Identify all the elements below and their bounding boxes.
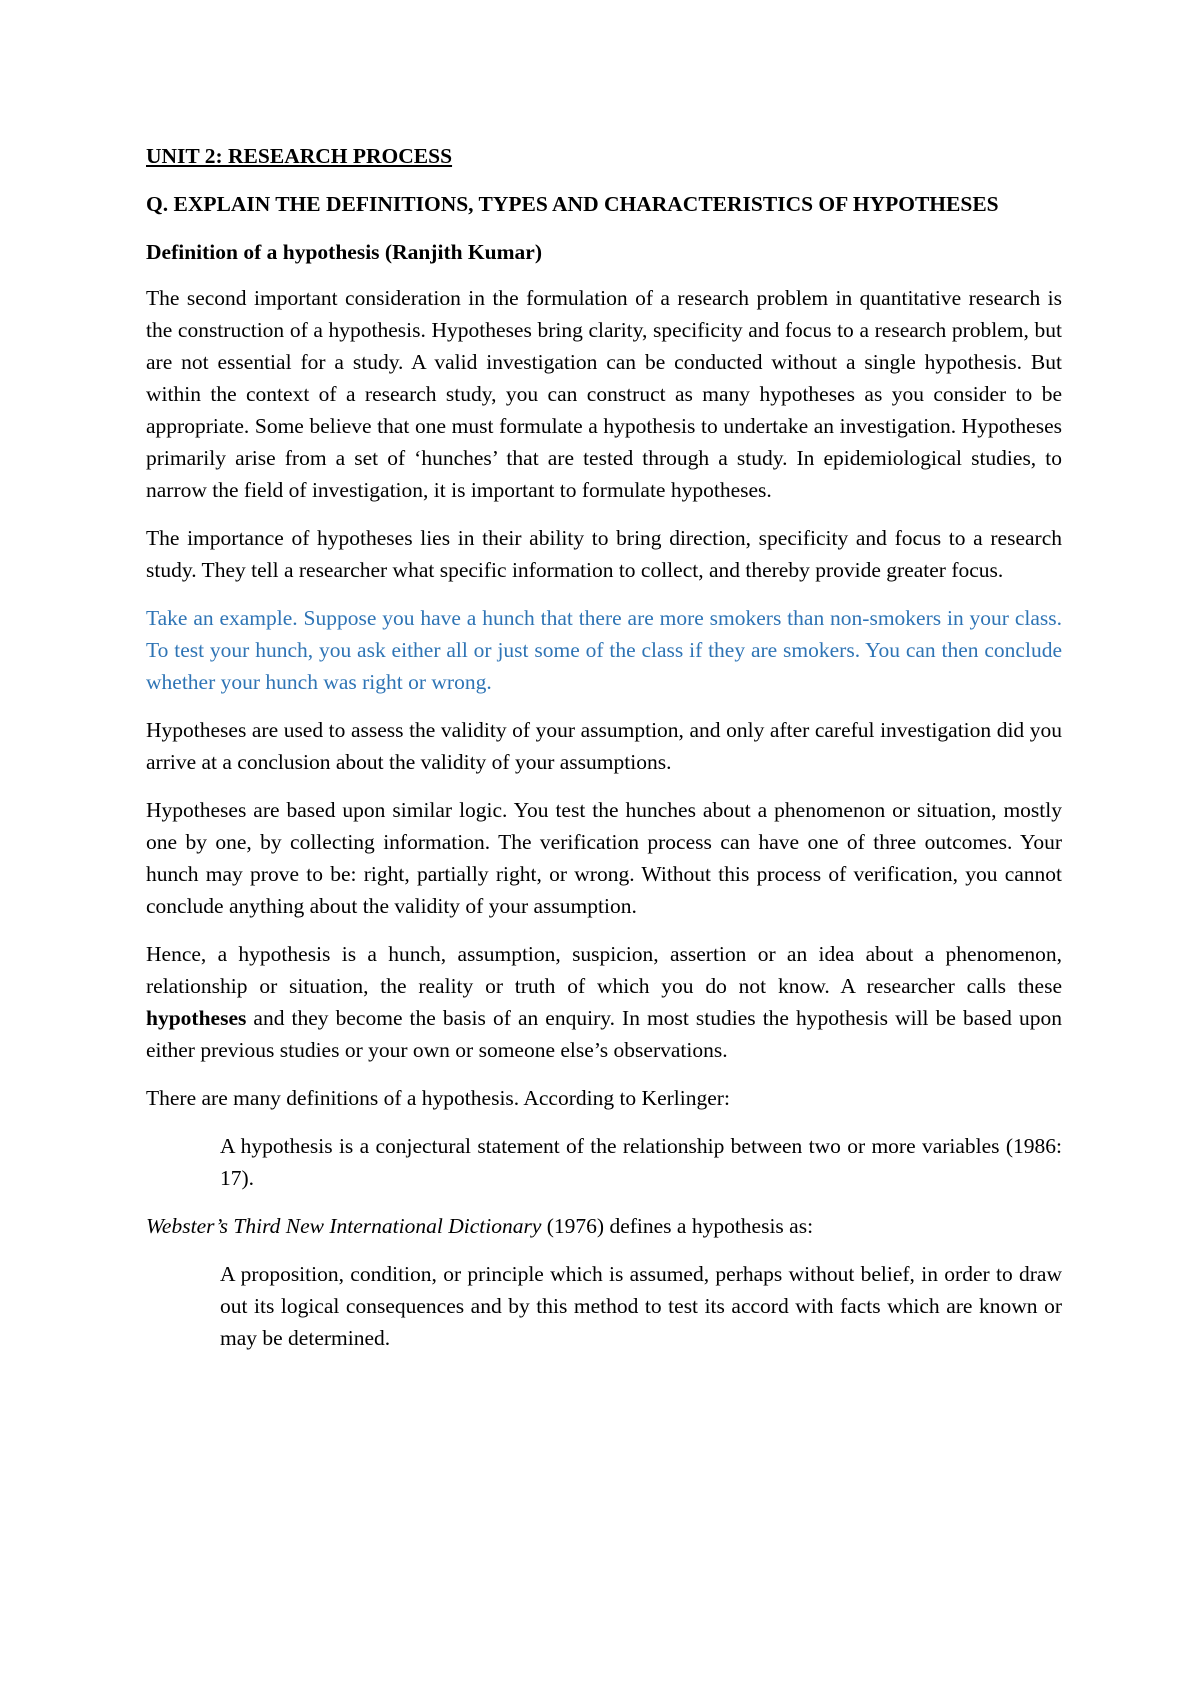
unit-title: UNIT 2: RESEARCH PROCESS <box>146 144 453 168</box>
bold-term-hypotheses: hypotheses <box>146 1006 247 1030</box>
document-page <box>146 140 1062 1370</box>
paragraph-webster <box>146 1210 1062 1242</box>
quote-kerlinger: A hypothesis is a conjectural statement of the relationship between two or more variables (1986: 17). <box>220 1134 1062 1190</box>
quote-webster: A proposition, condition, or principle which is assumed, perhaps without belief, in order to draw out its logical consequences and by this method to test its accord with facts which are known or may be determined. <box>220 1262 1062 1350</box>
paragraph-importance: The importance of hypotheses lies in their ability to bring direction, specificity and focus to a research study. They tell a researcher what specific information to collect, and thereby provide greater focus. <box>146 526 1062 582</box>
dictionary-title: Webster’s Third New International Dictionary <box>146 1214 542 1238</box>
definition-heading: Definition of a hypothesis (Ranjith Kumar) <box>146 240 542 264</box>
paragraph-webster-end: (1976) defines a hypothesis as: <box>541 1214 814 1238</box>
paragraph-example: Take an example. Suppose you have a hunch that there are more smokers than non-smokers in your class. To test your hunch, you ask either all or just some of the class if they are smokers. You can then conclude whether your hunch was right or wrong. <box>146 606 1062 694</box>
paragraph-logic: Hypotheses are based upon similar logic. You test the hunches about a phenomenon or situation, mostly one by one, by collecting information. The verification process can have one of three outcomes. Your hunch may prove to be: right, partially right, or wrong. Without this process of verification, you cannot conclude anything about the validity of your assumption. <box>146 798 1062 918</box>
paragraph-definitions-intro: There are many definitions of a hypothesis. According to Kerlinger: <box>146 1086 730 1110</box>
paragraph-validity: Hypotheses are used to assess the validity of your assumption, and only after careful investigation did you arrive at a conclusion about the validity of your assumptions. <box>146 718 1062 774</box>
paragraph-hence <box>146 938 1062 1066</box>
paragraph-construction: The second important consideration in the formulation of a research problem in quantitative research is the construction of a hypothesis. Hypotheses bring clarity, specificity and focus to a research problem, but are not essential for a study. A valid investigation can be conducted without a single hypothesis. But within the context of a research study, you can construct as many hypotheses as you consider to be appropriate. Some believe that one must formulate a hypothesis to undertake an investigation. Hypotheses primarily arise from a set of ‘hunches’ that are tested through a study. In epidemiological studies, to narrow the field of investigation, it is important to formulate hypotheses. <box>146 286 1062 502</box>
paragraph-hence-start: Hence, a hypothesis is a hunch, assumption, suspicion, assertion or an idea about a phenomenon, relationship or situation, the reality or truth of which you do not know. A researcher calls these <box>146 942 1062 998</box>
question-heading: Q. EXPLAIN THE DEFINITIONS, TYPES AND CHARACTERISTICS OF HYPOTHESES <box>146 192 999 216</box>
paragraph-hence-end: and they become the basis of an enquiry. In most studies the hypothesis will be based upon either previous studies or your own or someone else’s observations. <box>146 1006 1062 1062</box>
